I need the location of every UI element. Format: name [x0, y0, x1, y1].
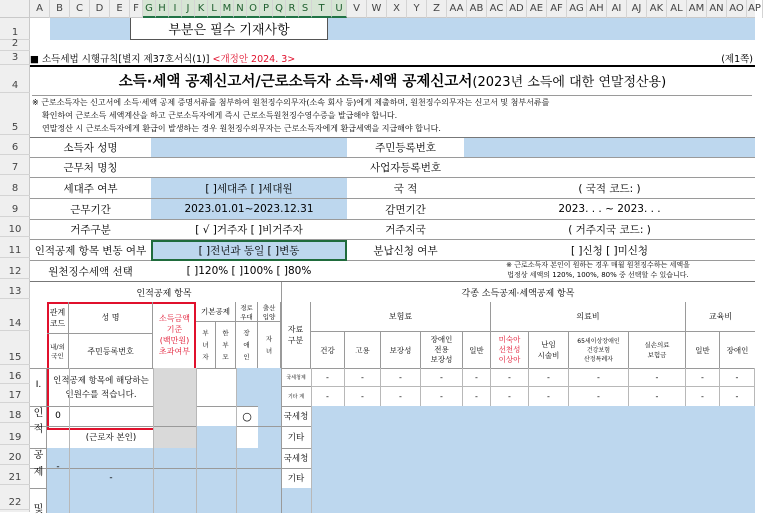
withholding-note-line-2: 법정상 세액의 120%, 100%, 80% 중 선택할 수 있습니다. — [507, 270, 689, 279]
column-header-h[interactable]: H — [156, 0, 169, 18]
sub-infertility: 난임 시술비 — [529, 332, 569, 368]
row-header-5[interactable]: 5 — [0, 93, 30, 135]
column-header-t[interactable]: T — [312, 0, 332, 18]
notes-block — [32, 95, 752, 135]
withholding-field[interactable]: [ ]120% [ ]100% [ ]80% — [151, 261, 347, 282]
page-number: (제1쪽) — [721, 54, 753, 65]
column-header-an[interactable]: AN — [707, 0, 727, 18]
sub-premature: 미숙아 선천성 이상아 — [491, 332, 529, 368]
personal-guide-text: 인적공제 항목에 해당하는 인원수를 적습니다. — [53, 376, 149, 400]
deduction-table — [30, 281, 755, 515]
column-header-r[interactable]: R — [286, 0, 299, 18]
sub-protection: 보장성 — [381, 332, 421, 368]
self-label: (근로자 본인) — [85, 433, 137, 443]
bizno-label: 사업자등록번호 — [347, 158, 464, 178]
personal-header: 인적공제 항목 — [136, 288, 192, 299]
column-header-u[interactable]: U — [332, 0, 347, 18]
summary-cell-dash: - — [463, 368, 491, 387]
sub-employment: 고용 — [345, 332, 381, 368]
summary-cell-dash: - — [720, 368, 755, 387]
column-header-w[interactable]: W — [367, 0, 387, 18]
sub-health: 건강 — [311, 332, 345, 368]
column-header-ac[interactable]: AC — [487, 0, 507, 18]
row-header-8[interactable]: 8 — [0, 175, 30, 196]
summary-cell-dash: - — [569, 368, 629, 387]
side-label-char-1: 인 — [33, 408, 44, 419]
column-header-s[interactable]: S — [299, 0, 312, 18]
row17-type: 기타 계 — [287, 394, 305, 400]
note-line-2: 확인하여 근로소득 세액계산을 하고 근로소득자에게 즉시 근로소득원천징수영수증을 발급해야 합니다. — [42, 111, 398, 120]
nationality-label: 국 적 — [347, 178, 464, 199]
column-header-ag[interactable]: AG — [567, 0, 587, 18]
select-all-corner[interactable] — [0, 0, 30, 18]
grid-v-2 — [153, 368, 154, 513]
summary-cell-dash: - — [686, 387, 720, 406]
elderly-header: 경로 우대 — [236, 302, 258, 322]
name-header: 성 명 — [69, 302, 153, 334]
row-header-14[interactable]: 14 — [0, 299, 30, 331]
row-header-11[interactable]: 11 — [0, 237, 30, 258]
row-header-7[interactable]: 7 — [0, 155, 30, 175]
row18-amounts[interactable] — [311, 406, 755, 426]
column-header-x[interactable]: X — [387, 0, 407, 18]
data-type-header: 자료 구분 — [281, 302, 311, 368]
education-header: 교육비 — [686, 302, 755, 332]
column-header-v[interactable]: V — [347, 0, 367, 18]
note-line-1: ※ 근로소득자는 신고서에 소득·세액 공제 증명서류를 첨부하여 원천징수의무자(소속 회사 등)에게 제출하며, 원천징수의무자는 신고서 및 첨부서류를 — [32, 98, 550, 107]
summary-cell-dash: - — [629, 387, 686, 406]
column-header-c[interactable]: C — [70, 0, 90, 18]
foreign-header: 내/외 국인 — [47, 334, 69, 368]
nationality-field[interactable]: ( 국적 코드: ) — [464, 178, 755, 199]
workplace-label: 근무처 명칭 — [30, 158, 151, 178]
row-header-16[interactable]: 16 — [0, 365, 30, 384]
summary-cell-dash: - — [381, 368, 421, 387]
column-header-ao[interactable]: AO — [727, 0, 747, 18]
householder-label: 세대주 여부 — [30, 178, 151, 199]
grid-v-1 — [69, 368, 70, 513]
householder-field[interactable]: [ ]세대주 [ ]세대원 — [151, 178, 347, 199]
period-field[interactable]: 2023.01.01~2023.12.31 — [151, 199, 347, 220]
side-label-char-5: 및 — [33, 504, 44, 515]
withholding-note — [347, 261, 755, 282]
elderly-blue-16 — [236, 368, 281, 406]
column-header-j[interactable]: J — [182, 0, 195, 18]
row19-blue-basic[interactable] — [196, 426, 236, 448]
column-header-i[interactable]: I — [169, 0, 182, 18]
medical-header: 의료비 — [491, 302, 686, 332]
country-label: 거주지국 — [347, 220, 464, 240]
title-paren: (2023년 소득에 대한 연말정산용) — [472, 74, 667, 90]
column-header-am[interactable]: AM — [687, 0, 707, 18]
self-birth-blue — [258, 406, 281, 448]
insurance-header: 보험료 — [311, 302, 491, 332]
column-header-ah[interactable]: AH — [587, 0, 607, 18]
country-field[interactable]: ( 거주지국 코드: ) — [464, 220, 755, 240]
column-header-f[interactable]: F — [130, 0, 143, 18]
column-header-y[interactable]: Y — [407, 0, 427, 18]
change-label: 인적공제 항목 변동 여부 — [30, 240, 151, 261]
residence-field[interactable]: [ √ ]거주자 [ ]비거주자 — [151, 220, 347, 240]
sub-edu-general: 일반 — [686, 332, 720, 368]
row20-amounts[interactable] — [311, 448, 755, 468]
row20-type: 국세청 — [283, 454, 309, 464]
deduction-header: 각종 소득공제·세액공제 항목 — [461, 288, 575, 299]
form-title — [30, 65, 755, 93]
column-header-bar — [0, 0, 761, 18]
column-header-e[interactable]: E — [110, 0, 130, 18]
self-circle-mark: ○ — [242, 409, 252, 423]
column-header-m[interactable]: M — [221, 0, 234, 18]
sub-elderly-disabled: 65세이상장애인 건강보험 산정특례자 — [569, 332, 629, 368]
side-label — [30, 368, 47, 513]
reduction-field[interactable]: 2023. . . ~ 2023. . . — [464, 199, 755, 220]
row-header-6[interactable]: 6 — [0, 135, 30, 155]
row16-type: 국세청계 — [281, 368, 311, 387]
summary-cell-dash: - — [529, 368, 569, 387]
side-label-char-3: 공 — [33, 450, 44, 461]
column-header-q[interactable]: Q — [273, 0, 286, 18]
residence-label: 거주구분 — [30, 220, 151, 240]
row-header-bar — [0, 18, 30, 512]
column-header-ai[interactable]: AI — [607, 0, 627, 18]
reduction-label: 감면기간 — [347, 199, 464, 220]
birth-header: 출산 입양 — [258, 302, 281, 322]
summary-cell-dash: - — [720, 387, 755, 406]
taxpayer-info-grid — [30, 137, 755, 281]
row19-amounts[interactable] — [311, 426, 755, 448]
grid-v-5 — [281, 282, 282, 513]
summary-cell-dash: - — [345, 387, 381, 406]
side-dash: - — [56, 462, 60, 472]
column-header-k[interactable]: K — [195, 0, 208, 18]
summary-cell-dash: - — [686, 368, 720, 387]
sub-general-medical: 일반 — [463, 332, 491, 368]
column-header-l[interactable]: L — [208, 0, 221, 18]
column-header-o[interactable]: O — [247, 0, 260, 18]
grid-v-3 — [196, 368, 197, 513]
summary-cell-dash: - — [311, 387, 345, 406]
row-header-12[interactable]: 12 — [0, 258, 30, 279]
withholding-note-line-1: ※ 근로소득자 본인이 원하는 경우 매월 원천징수하는 세액을 — [506, 261, 690, 269]
sub-edu-disabled: 장애인 — [726, 345, 749, 355]
row-header-21[interactable]: 21 — [0, 465, 30, 485]
summary-cell-dash: - — [491, 368, 529, 387]
column-header-ad[interactable]: AD — [507, 0, 527, 18]
regulation-line — [30, 51, 295, 65]
summary-cell-dash: - — [311, 368, 345, 387]
summary-cell-dash: - — [421, 387, 463, 406]
row-header-19[interactable]: 19 — [0, 423, 30, 445]
row-header-9[interactable]: 9 — [0, 196, 30, 217]
required-color-swatch — [50, 18, 130, 40]
worksheet[interactable] — [30, 18, 755, 515]
rrn-field[interactable] — [464, 138, 755, 158]
row21-amounts[interactable] — [311, 468, 755, 488]
side-label-roman: Ⅰ. — [35, 380, 42, 390]
required-color-swatch-right — [328, 18, 755, 40]
column-header-aj[interactable]: AJ — [627, 0, 647, 18]
summary-cell-dash: - — [491, 387, 529, 406]
self-relation-code: 0 — [55, 411, 61, 421]
summary-cell-dash: - — [529, 387, 569, 406]
withholding-label: 원천징수세액 선택 — [30, 261, 151, 282]
name-label: 소득자 성명 — [30, 138, 151, 158]
summary-cell-dash: - — [421, 368, 463, 387]
row21-type: 기타 — [287, 474, 305, 484]
revision-text: <개정안 2024. 3> — [212, 54, 296, 65]
relation-code-header: 관계 코드 — [47, 302, 69, 334]
row-header-18[interactable]: 18 — [0, 403, 30, 423]
rrn-label: 주민등록번호 — [347, 138, 464, 158]
side-label-char-4: 제 — [33, 467, 44, 478]
sub-insurance-payout: 실손의료 보험금 — [629, 332, 686, 368]
row-header-1[interactable]: 1 — [0, 18, 30, 40]
row-header-3[interactable]: 3 — [0, 51, 30, 65]
column-header-n[interactable]: N — [234, 0, 247, 18]
row-header-4[interactable]: 4 — [0, 65, 30, 93]
summary-cell-dash: - — [569, 387, 629, 406]
income-criteria-header: 소득금액 기준 (백만원) 초과여부 — [159, 314, 190, 356]
sub-disabled-protection: 장애인 전용 보장성 — [421, 332, 463, 368]
dependent-dash: - — [109, 473, 113, 483]
summary-cell-dash: - — [381, 387, 421, 406]
criteria-grey-16 — [153, 368, 196, 406]
summary-cell-dash: - — [629, 368, 686, 387]
column-header-a[interactable]: A — [30, 0, 50, 18]
column-header-p[interactable]: P — [260, 0, 273, 18]
regulation-text: ■ 소득세법 시행규칙[별지 제37호서식(1)] — [30, 54, 210, 65]
column-header-ak[interactable]: AK — [647, 0, 667, 18]
row19-type: 기타 — [287, 433, 305, 443]
row-header-20[interactable]: 20 — [0, 445, 30, 465]
female-header: 부 녀 자 — [196, 322, 216, 368]
period-label: 근무기간 — [30, 199, 151, 220]
row-header-10[interactable]: 10 — [0, 217, 30, 237]
column-header-ap[interactable]: AP — [747, 0, 763, 18]
grid-v-6 — [311, 368, 312, 513]
column-header-ae[interactable]: AE — [527, 0, 547, 18]
basic-deduction-header: 기본공제 — [196, 302, 236, 322]
row-header-13[interactable]: 13 — [0, 279, 30, 299]
summary-cell-dash: - — [463, 387, 491, 406]
rrn-header: 주민등록번호 — [69, 334, 153, 368]
column-header-d[interactable]: D — [90, 0, 110, 18]
title-main: 소득·세액 공제신고서/근로소득자 소득·세액 공제신고서 — [118, 73, 473, 90]
required-legend-text: 부분은 필수 기재사항 — [130, 18, 328, 40]
column-header-b[interactable]: B — [50, 0, 70, 18]
self-criteria-grey — [153, 406, 196, 448]
change-field[interactable]: [ ]전년과 동일 [ ]변동 — [151, 240, 347, 261]
column-header-aa[interactable]: AA — [447, 0, 467, 18]
name-field[interactable] — [151, 138, 347, 158]
children-header: 자 녀 — [258, 322, 281, 368]
note-line-3: 연말정산 시 근로소득자에게 환급이 발생하는 경우 원천징수의무자는 근로소득자에게 환급세액을 지급해야 합니다. — [42, 124, 441, 133]
column-header-af[interactable]: AF — [547, 0, 567, 18]
row18-type: 국세청 — [283, 412, 309, 422]
split-label: 분납신청 여부 — [347, 240, 464, 261]
bizno-field[interactable] — [464, 158, 755, 178]
column-header-al[interactable]: AL — [667, 0, 687, 18]
row-header-2[interactable]: 2 — [0, 40, 30, 51]
row-header-22[interactable]: 22 — [0, 485, 30, 510]
disabled-header: 장 애 인 — [236, 322, 258, 368]
summary-cell-dash: - — [345, 368, 381, 387]
row-header-15[interactable]: 15 — [0, 331, 30, 365]
side-label-char-2: 적 — [33, 424, 44, 435]
workplace-field[interactable] — [151, 158, 347, 178]
split-field[interactable]: [ ]신청 [ ]미신청 — [464, 240, 755, 261]
column-header-ab[interactable]: AB — [467, 0, 487, 18]
row-header-17[interactable]: 17 — [0, 384, 30, 403]
single-parent-header: 한 부 모 — [216, 322, 236, 368]
grid-v-4 — [236, 368, 237, 513]
column-header-z[interactable]: Z — [427, 0, 447, 18]
column-header-g[interactable]: G — [143, 0, 156, 18]
